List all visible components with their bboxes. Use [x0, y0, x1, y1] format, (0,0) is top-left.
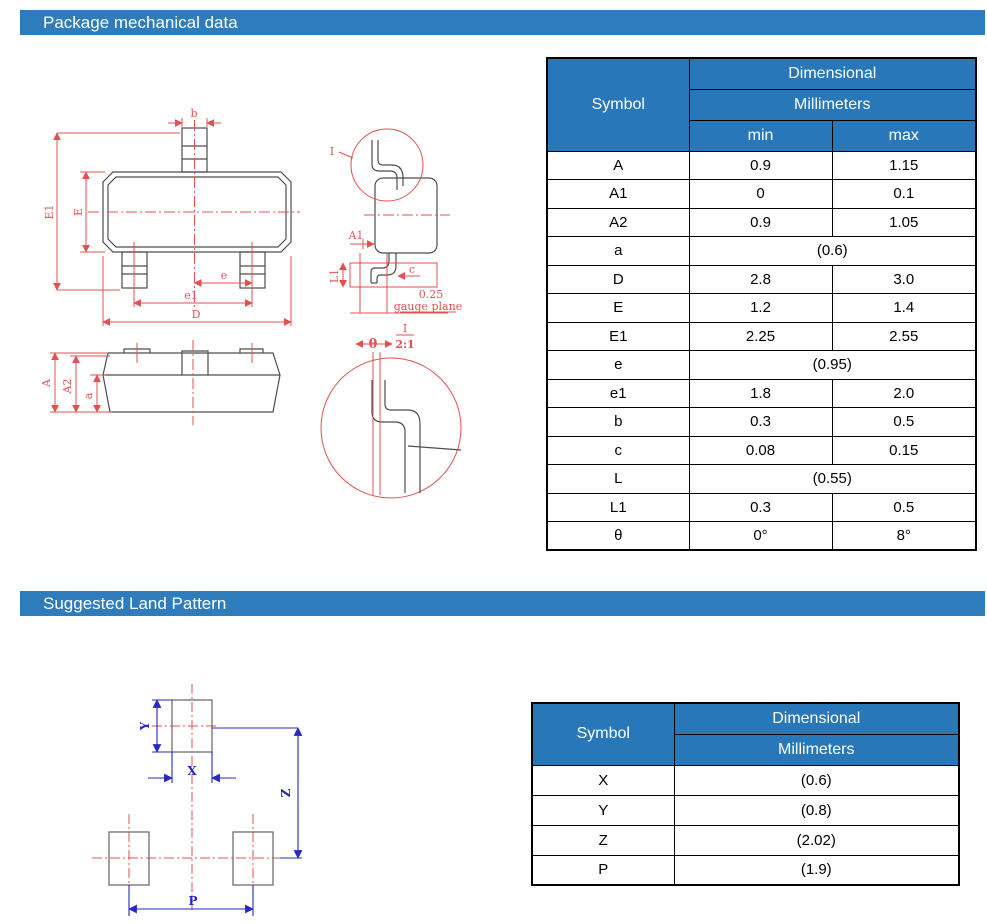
- table-row: [547, 493, 976, 522]
- min-cell: 0: [689, 180, 832, 209]
- land-pattern-dimensions: [129, 700, 302, 916]
- min-cell: 2.8: [689, 265, 832, 294]
- symbol-cell: a: [547, 237, 689, 266]
- dim-label-X: X: [187, 764, 197, 778]
- max-cell: 1.15: [832, 151, 976, 180]
- max-cell: 3.0: [832, 265, 976, 294]
- dim-label-L1: L1: [328, 268, 341, 284]
- symbol-cell: A: [547, 151, 689, 180]
- table-row: [547, 408, 976, 437]
- max-cell: 1.05: [832, 208, 976, 237]
- section-title: Package mechanical data: [43, 13, 238, 32]
- header-symbol: Symbol: [547, 58, 689, 151]
- dim-label-E1: E1: [43, 204, 56, 220]
- table-row: [547, 151, 976, 180]
- dim-label-e1: e1: [184, 289, 198, 302]
- symbol-cell: E1: [547, 322, 689, 351]
- dim-label-Y: Y: [138, 721, 152, 731]
- table-row: [547, 522, 976, 551]
- symbol-cell: L1: [547, 493, 689, 522]
- side-view-outline: [371, 140, 437, 283]
- side-view-dimensions: [328, 129, 462, 352]
- symbol-cell: Z: [532, 825, 674, 855]
- land-pattern-table: [531, 702, 960, 886]
- header-millimeters: Millimeters: [689, 89, 976, 120]
- table-header-row: [532, 703, 959, 734]
- table-row: [547, 322, 976, 351]
- max-cell: 1.4: [832, 294, 976, 323]
- symbol-cell: A1: [547, 180, 689, 209]
- land-pattern-drawing: [40, 660, 340, 924]
- table-header-row: [547, 58, 976, 89]
- front-view-outline: [103, 349, 280, 412]
- value-cell: (0.6): [674, 765, 959, 795]
- min-cell: 0.3: [689, 408, 832, 437]
- dim-label-D: D: [191, 308, 201, 321]
- detail-scale-label: 2:1: [395, 338, 415, 351]
- min-cell: 1.2: [689, 294, 832, 323]
- dim-label-c: c: [408, 263, 416, 276]
- min-cell: 2.25: [689, 322, 832, 351]
- table-row: [532, 855, 959, 885]
- top-view-dimensions: [43, 107, 300, 326]
- gauge-plane-label: gauge plane: [393, 300, 463, 313]
- dim-label-A2: A2: [61, 378, 74, 394]
- max-cell: 2.0: [832, 379, 976, 408]
- symbol-cell: Y: [532, 795, 674, 825]
- max-cell: 2.55: [832, 322, 976, 351]
- dim-label-e: e: [220, 269, 228, 282]
- value-cell: (0.8): [674, 795, 959, 825]
- table-row: [547, 180, 976, 209]
- symbol-cell: D: [547, 265, 689, 294]
- table-row: [532, 825, 959, 855]
- detail-id-label: I: [402, 322, 408, 335]
- symbol-cell: A2: [547, 208, 689, 237]
- dim-label-a: a: [82, 392, 95, 400]
- dim-label-b: b: [190, 107, 198, 120]
- min-cell: 0°: [689, 522, 832, 551]
- table-row: [547, 351, 976, 380]
- section-header-package-mechanical-data: [20, 10, 985, 35]
- table-row: [547, 379, 976, 408]
- symbol-cell: X: [532, 765, 674, 795]
- header-millimeters: Millimeters: [674, 734, 959, 765]
- header-dimensional: Dimensional: [674, 703, 959, 734]
- min-cell: 1.8: [689, 379, 832, 408]
- table-row: [547, 237, 976, 266]
- table-row: [547, 465, 976, 494]
- section-header-suggested-land-pattern: [20, 591, 985, 616]
- section-title: Suggested Land Pattern: [43, 594, 227, 613]
- header-symbol: Symbol: [532, 703, 674, 765]
- callout-label-I: I: [329, 145, 335, 158]
- table-row: [547, 294, 976, 323]
- dim-label-theta: θ: [368, 337, 378, 352]
- dim-label-P: P: [188, 894, 198, 908]
- value-cell: (0.55): [689, 465, 976, 494]
- dim-label-A1: A1: [348, 229, 364, 242]
- min-cell: 0.9: [689, 208, 832, 237]
- max-cell: 0.5: [832, 408, 976, 437]
- gauge-offset-label: 0.25: [418, 288, 444, 301]
- max-cell: 0.1: [832, 180, 976, 209]
- symbol-cell: b: [547, 408, 689, 437]
- value-cell: (0.95): [689, 351, 976, 380]
- max-cell: 8°: [832, 522, 976, 551]
- min-cell: 0.3: [689, 493, 832, 522]
- symbol-cell: P: [532, 855, 674, 885]
- value-cell: (0.6): [689, 237, 976, 266]
- header-dimensional: Dimensional: [689, 58, 976, 89]
- mechanical-dimensions-table: [546, 57, 977, 551]
- max-cell: 0.5: [832, 493, 976, 522]
- lead-detail-view: [321, 352, 461, 498]
- header-max: max: [832, 120, 976, 151]
- min-cell: 0.9: [689, 151, 832, 180]
- package-mechanical-drawing: [0, 60, 540, 570]
- table-row: [547, 208, 976, 237]
- header-min: min: [689, 120, 832, 151]
- max-cell: 0.15: [832, 436, 976, 465]
- dim-label-E: E: [72, 207, 85, 217]
- table-row: [532, 795, 959, 825]
- symbol-cell: e: [547, 351, 689, 380]
- table-row: [532, 765, 959, 795]
- value-cell: (1.9): [674, 855, 959, 885]
- land-pattern-centerlines: [92, 684, 285, 910]
- symbol-cell: e1: [547, 379, 689, 408]
- top-view-outline: [103, 128, 291, 288]
- table-row: [547, 265, 976, 294]
- value-cell: (2.02): [674, 825, 959, 855]
- symbol-cell: c: [547, 436, 689, 465]
- symbol-cell: E: [547, 294, 689, 323]
- symbol-cell: L: [547, 465, 689, 494]
- dim-label-A: A: [40, 379, 53, 387]
- table-row: [547, 436, 976, 465]
- symbol-cell: θ: [547, 522, 689, 551]
- min-cell: 0.08: [689, 436, 832, 465]
- dim-label-Z: Z: [279, 788, 293, 798]
